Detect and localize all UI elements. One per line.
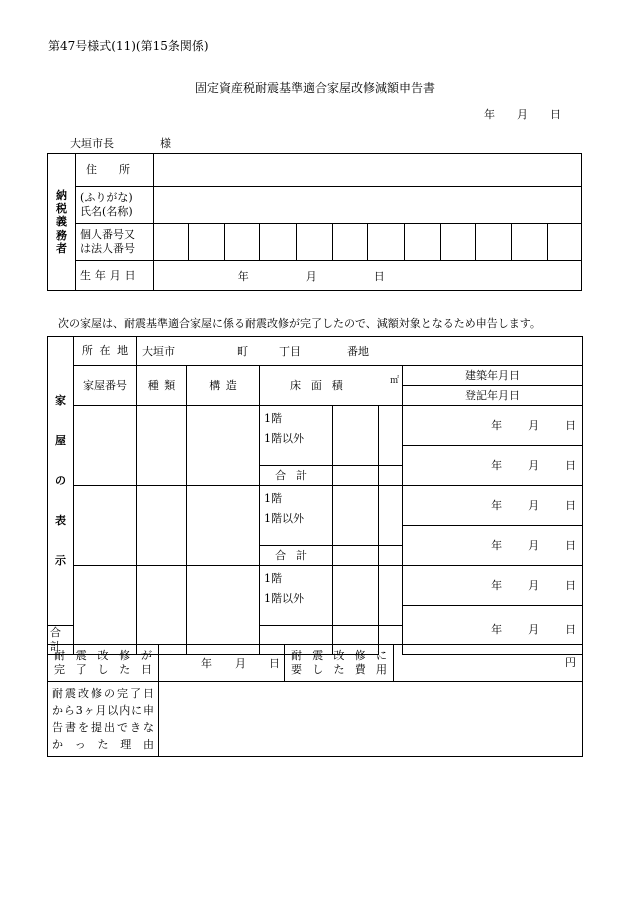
id-digit[interactable] [511, 224, 548, 261]
structure-cell[interactable] [187, 486, 260, 566]
address-field[interactable] [153, 154, 581, 187]
delay-reason-field[interactable] [159, 682, 583, 757]
id-digit[interactable] [476, 224, 512, 261]
birth-year: 年 [237, 270, 249, 283]
total-label: 合計 [260, 546, 333, 566]
id-digit[interactable] [260, 224, 297, 261]
kind-cell[interactable] [137, 486, 187, 566]
floor-labels: 1階 1階以外 [260, 566, 333, 626]
registered-date-header: 登記年月日 [403, 386, 583, 406]
house-no-cell[interactable] [74, 486, 137, 566]
built-date-header: 建築年月日 [403, 366, 583, 386]
total-area-decimal[interactable] [379, 466, 403, 486]
birth-month: 月 [305, 270, 317, 283]
built-date-cell[interactable]: 年 月 日 [403, 566, 583, 606]
kind-cell[interactable] [137, 566, 187, 655]
taxpayer-group-label: 納税義務者 [48, 154, 76, 291]
form-title: 固定資産税耐震基準適合家屋改修減額申告書 [194, 81, 435, 95]
birth-label: 生年月日 [76, 261, 154, 291]
id-digit[interactable] [153, 224, 189, 261]
id-digit[interactable] [224, 224, 260, 261]
house-no-cell[interactable] [74, 566, 137, 655]
structure-cell[interactable] [187, 566, 260, 655]
floor-area-cell[interactable] [333, 486, 379, 546]
id-digit[interactable] [297, 224, 333, 261]
floor-area-decimal[interactable] [379, 406, 403, 466]
total-area-cell[interactable] [333, 546, 379, 566]
id-digit[interactable] [405, 224, 441, 261]
structure-header: 構造 [187, 366, 260, 406]
floor-area-cell[interactable] [333, 406, 379, 466]
total-label: 合計 [48, 626, 74, 655]
id-digit[interactable] [189, 224, 225, 261]
total-area-cell[interactable] [333, 466, 379, 486]
cost-field[interactable]: 円 [394, 645, 583, 682]
structure-cell[interactable] [187, 406, 260, 486]
name-label: (ふりがな) 氏名(名称) [76, 187, 154, 224]
location-city: 大垣市 [142, 345, 175, 358]
floor-area-decimal[interactable] [379, 486, 403, 546]
date-year: 年 [484, 108, 495, 121]
birth-day: 日 [373, 270, 385, 283]
kind-header: 種類 [137, 366, 187, 406]
floor-labels: 1階 1階以外 [260, 486, 333, 546]
completion-date-label: 耐震改修が 完了した日 [48, 645, 159, 682]
name-field[interactable] [153, 187, 581, 224]
id-digit[interactable] [440, 224, 476, 261]
floor-area-decimal[interactable] [379, 566, 403, 626]
location-label: 所在地 [74, 337, 137, 366]
house-group-label: 家屋の表示 [48, 337, 74, 626]
id-number-label: 個人番号又 は法人番号 [76, 224, 154, 261]
birth-field[interactable] [153, 261, 581, 291]
registered-date-cell[interactable]: 年 月 日 [403, 606, 583, 655]
delay-reason-label: 耐震改修の完了日 から3ヶ月以内に申 告書を提出できな かった理由 [48, 682, 159, 757]
location-banchi: 番地 [347, 345, 369, 358]
floor-area-header: 床面積 ㎡ [260, 366, 403, 406]
id-digit[interactable] [332, 224, 368, 261]
id-digit[interactable] [548, 224, 582, 261]
address-label: 住 所 [76, 154, 154, 187]
mayor-label: 大垣市長 [70, 137, 114, 150]
total-label: 合計 [260, 466, 333, 486]
honorific: 様 [160, 137, 171, 150]
completion-date-field[interactable]: 年 月 日 [159, 645, 285, 682]
floor-area-cell[interactable] [333, 566, 379, 626]
id-digit[interactable] [368, 224, 405, 261]
floor-labels: 1階 1階以外 [260, 406, 333, 466]
taxpayer-table [47, 153, 582, 291]
form-number: 第47号様式(11)(第15条関係) [48, 39, 209, 53]
date-day: 日 [550, 108, 561, 121]
notice-text: 次の家屋は、耐震基準適合家屋に係る耐震改修が完了したので、減額対象となるため申告します。 [58, 317, 541, 330]
house-no-cell[interactable] [74, 406, 137, 486]
registered-date-cell[interactable]: 年 月 日 [403, 526, 583, 566]
location-field[interactable] [137, 337, 583, 366]
built-date-cell[interactable]: 年 月 日 [403, 486, 583, 526]
completion-table [47, 644, 583, 757]
unit-label: ㎡ [390, 376, 400, 386]
registered-date-cell[interactable]: 年 月 日 [403, 446, 583, 486]
location-town: 町 [237, 345, 248, 358]
cost-label: 耐震改修に 要した費用 [285, 645, 394, 682]
location-chome: 丁目 [279, 345, 301, 358]
house-no-header: 家屋番号 [74, 366, 137, 406]
total-area-decimal[interactable] [379, 546, 403, 566]
house-table [47, 336, 583, 655]
kind-cell[interactable] [137, 406, 187, 486]
built-date-cell[interactable]: 年 月 日 [403, 406, 583, 446]
date-month: 月 [517, 108, 528, 121]
